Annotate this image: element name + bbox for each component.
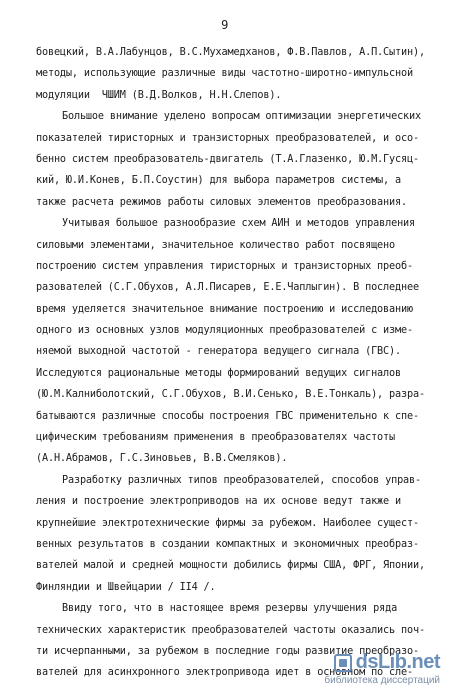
text-line: одного из основных узлов модуляционных преобразователей с изме- [36,325,413,337]
page-number: 9 [221,18,229,32]
text-line: разователей (С.Г.Обухов, А.Л.Писарев, Е.Е.Чаплыгин). В последнее [36,282,419,294]
text-line: Исследуются рациональные методы формирований ведущих сигналов [36,367,401,379]
text-line: технических характеристик преобразователей частоты оказались поч- [36,624,425,636]
text-line: кий, Ю.И.Конев, Б.П.Соустин) для выбора параметров системы, а [36,175,401,187]
watermark[interactable] [324,651,440,686]
book-icon [334,654,352,672]
text-line: Разработку различных типов преобразователей, способов управ- [62,474,422,486]
text-line: (А.Н.Абрамов, Г.С.Зиновьев, В.В.Смеляков). [36,453,288,465]
text-line: венных результатов в создании компактных и экономичных преобраз- [36,538,419,550]
watermark-logo: dsLib.net [355,651,440,673]
document-body [36,42,428,684]
text-line: время уделяется значительное внимание построению и исследованию [36,303,413,315]
text-line: ти исчерпанными, за рубежом в последние годы развитие преобразо- [36,645,419,657]
text-line: также расчета режимов работы силовых элементов преобразования. [36,196,407,208]
text-line: силовыми элементами, значительное количество работ посвящено [36,239,396,251]
text-line: няемой выходной частотой - генератора ведущего сигнала (ГВС). [36,346,401,358]
text-line: ления и построение электроприводов на их основе ведут также и [36,496,401,508]
text-line: крупнейшие электротехнические фирмы за рубежом. Наиболее сущест- [36,517,419,529]
text-line: Большое внимание уделено вопросам оптимизации энергетических [62,111,422,123]
text-line: бенно систем преобразователь-двигатель (Т.А.Глазенко, Ю.М.Гусяц- [36,153,419,165]
text-line: вателей для асинхронного электропривода идет в основном по сле- [36,667,413,679]
text-line: методы, использующие различные виды частотно-широтно-импульсной [36,68,413,80]
text-line: бовецкий, В.А.Лабунцов, В.С.Мухамедханов, Ф.В.Павлов, А.П.Сытин), [36,47,425,58]
text-line: модуляции ЧШИМ (В.Д.Волков, Н.Н.Слепов). [36,89,282,101]
text-line: Ввиду того, что в настоящее время резервы улучшения ряда [62,603,398,615]
text-line: батываются различные способы построения ГВС применительно к спе- [36,410,419,422]
text-line: Финляндии и Швейцарии / II4 /. [36,581,216,593]
text-line: построению систем управления тиристорных и транзисторных преоб- [36,260,413,272]
text-line: цифическим требованиям применения в преобразователях частоты [36,432,396,444]
text-line: показателей тиристорных и транзисторных преобразователей, и осо- [36,132,419,144]
text-line: Учитывая большое разнообразие схем АИН и методов управления [62,218,416,230]
text-line: вателей малой и средней мощности добились фирмы США, ФРГ, Японии, [36,560,425,572]
watermark-subtitle: библиотека диссертаций [324,675,440,686]
text-line: (Ю.М.Калниболотский, С.Г.Обухов, В.И.Сенько, В.Е.Тонкаль), разра- [36,389,425,401]
